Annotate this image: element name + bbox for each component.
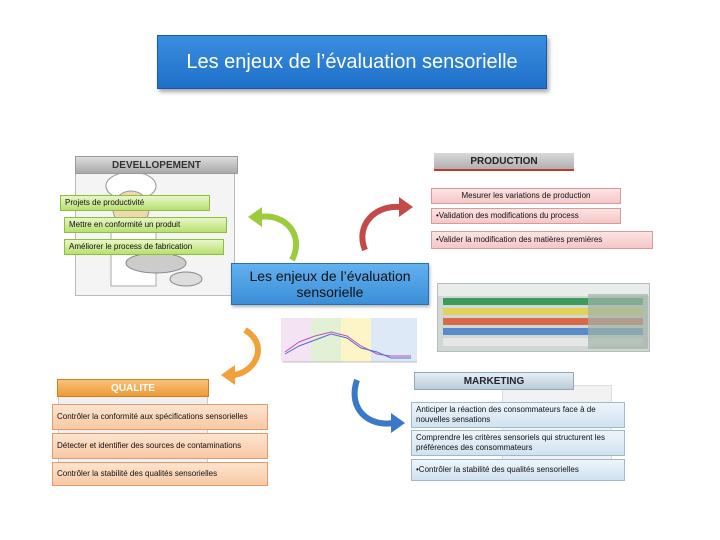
curved-arrow-blue [345,375,410,435]
marketing-header: MARKETING [414,372,574,390]
chef-illustration [75,170,235,296]
sensory-profile-chart [281,318,421,370]
marketing-item-2: Comprendre les critères sensoriels qui structurent les préférences des consommateurs [411,430,625,456]
page-title: Les enjeux de l’évaluation sensorielle [157,35,547,89]
curved-arrow-green [240,205,310,265]
qualite-item-1: Contrôler la conformité aux spécifications sensorielles [52,404,268,430]
developpement-item-1: Projets de productivité [60,195,210,211]
marketing-item-3: •Contrôler la stabilité des qualités sensorielles [411,459,625,481]
developpement-item-2: Mettre en conformité un produit [64,217,227,233]
production-item-3: •Valider la modification des matières premières [431,231,653,249]
curved-arrow-orange [215,325,270,385]
developpement-item-3: Améliorer le process de fabrication [64,239,224,255]
center-label: Les enjeux de l’évaluation sensorielle [231,263,429,305]
production-header: PRODUCTION [434,153,574,171]
developpement-header: DEVELLOPEMENT [75,156,238,174]
marketing-item-1: Anticiper la réaction des consommateurs face à de nouvelles sensations [411,402,625,428]
production-item-1: Mesurer les variations de production [431,188,621,204]
curved-arrow-red [355,195,420,255]
production-item-2: •Validation des modifications du process [431,208,621,224]
qualite-item-3: Contrôler la stabilité des qualités sensorielles [52,462,268,486]
supermarket-photo [437,283,650,352]
qualite-item-2: Détecter et identifier des sources de contaminations [52,433,268,459]
qualite-header: QUALITE [57,379,209,397]
